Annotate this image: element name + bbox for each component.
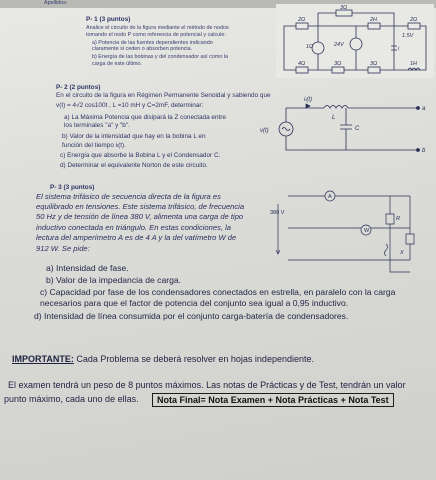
p3-line-1: El sistema trifásico de secuencia directa de la figura es <box>36 192 221 201</box>
p1-label-3ohm-right: 3Ω <box>370 61 378 67</box>
important-line <box>12 354 314 364</box>
p1-line-4: claramente si ceden o absorben potencia. <box>92 46 193 52</box>
p3-title: P- 3 (3 puntos) <box>50 184 95 191</box>
p2-item-b1: b) Valor de la intensidad que hay en la bobina L en <box>62 133 206 140</box>
p2-label-il: iₗ(t) <box>304 97 312 103</box>
p3-item-a: a) Intensidad de fase. <box>46 263 129 273</box>
p2-label-l: L <box>332 115 336 121</box>
p2-given: v(t) = 4√2 cos100t , L =10 mH y C=2mF, determinar: <box>56 102 204 109</box>
p2-item-a1: a) La Máxima Potencia que disipará la Z conectada entre <box>64 114 226 121</box>
p2-label-a: a <box>422 106 426 112</box>
p3-line-6: 912 W. Se pide: <box>36 244 90 253</box>
p3-label-ammeter: A <box>328 194 332 200</box>
p1-line-1: Analice el circuito de la figura mediante el método de nodos <box>86 25 229 31</box>
exam-weight-line-1: El examen tendrá un peso de 8 puntos máximos. Las notas de Prácticas y de Test, tendrán un valor <box>8 380 406 390</box>
final-grade-formula: Nota Final= Nota Examen + Nota Prácticas + Nota Test <box>152 393 394 407</box>
p3-item-d: d) Intensidad de línea consumida por el conjunto carga-batería de condensadores. <box>34 311 349 321</box>
p3-label-x: X <box>400 250 404 256</box>
p3-line-3: 50 Hz y de tensión de línea 380 V, alimenta una carga de tipo <box>36 212 244 221</box>
p1-label-1h: 1H <box>410 61 418 67</box>
p1-label-3ohm-bottom: 3Ω <box>334 61 342 67</box>
p1-line-5: b) Energía de las bobinas y del condensador así como la <box>92 54 229 60</box>
p1-label-1ohm: 1Ω <box>306 44 314 50</box>
p3-circuit-diagram <box>270 184 434 284</box>
p2-label-c: C <box>355 126 360 132</box>
p3-line-4: inductivo conectada en triángulo. En estas condiciones, la <box>36 223 232 232</box>
p1-label-i: i <box>398 46 400 52</box>
p2-intro: En el circuito de la figura en Régimen Permanente Senoidal y sabiendo que <box>56 92 271 99</box>
p2-circuit-diagram <box>258 92 434 158</box>
p3-label-380v: 380 V <box>270 210 285 216</box>
p3-item-b: b) Valor de la impedancia de carga. <box>46 275 182 285</box>
p1-label-2ohm: 2Ω <box>298 17 306 23</box>
p1-circuit-diagram <box>276 4 434 78</box>
p1-label-2h: 2H <box>370 17 378 23</box>
p3-line-5: lectura del amperímetro A es de 4 A y la del vatímetro W de <box>36 233 237 242</box>
p3-label-wattmeter: W <box>364 228 370 234</box>
p3-item-c1: c) Capacidad por fase de los condensadores conectados en estrella, en paralelo con la carga <box>40 287 396 297</box>
p1-label-3ohm-top: 3Ω <box>340 5 348 11</box>
exam-weight-line-2: punto máximo, cada uno de ellas. <box>4 394 139 404</box>
p3-line-2: equilibrado en tensiones. Este sistema trifásico, de frecuencia <box>36 202 245 211</box>
p1-label-2ohm-right: 2Ω <box>410 17 418 23</box>
p1-label-24v: 24V <box>334 42 344 48</box>
p2-title: P- 2 (2 puntos) <box>56 84 101 91</box>
p2-label-b: b <box>422 148 426 154</box>
p2-item-c: c) Energía que absorbe la Bobina L y el Condensador C. <box>60 152 221 159</box>
p3-label-r: R <box>396 216 400 222</box>
p1-line-2: tomando el nodo P como referencia de potencial y calcule: <box>86 32 226 38</box>
important-text: Cada Problema se deberá resolver en hojas independiente. <box>73 354 314 364</box>
important-label: IMPORTANTE: <box>12 354 74 364</box>
p2-item-a2: los terminales "a" y "b". <box>64 122 130 129</box>
p2-item-b2: función del tiempo iₗ(t). <box>62 142 126 149</box>
p2-item-d: d) Determinar el equivalente Norton de este circuito. <box>60 162 208 169</box>
p1-line-3: a) Potencia de las fuentes dependientes indicando <box>92 40 213 46</box>
apellidos-label: Apellidos: <box>44 0 68 6</box>
p1-title: P- 1 (3 puntos) <box>86 16 131 23</box>
p2-label-vt: v(t) <box>260 128 269 134</box>
p3-item-c2: necesarios para que el factor de potencia del conjunto sea igual a 0,95 inductivo. <box>40 298 349 308</box>
p1-label-4ohm: 4Ω <box>298 61 306 67</box>
p1-line-6: carga de este último. <box>92 61 143 67</box>
p1-label-15v: 1.5V <box>402 33 414 39</box>
